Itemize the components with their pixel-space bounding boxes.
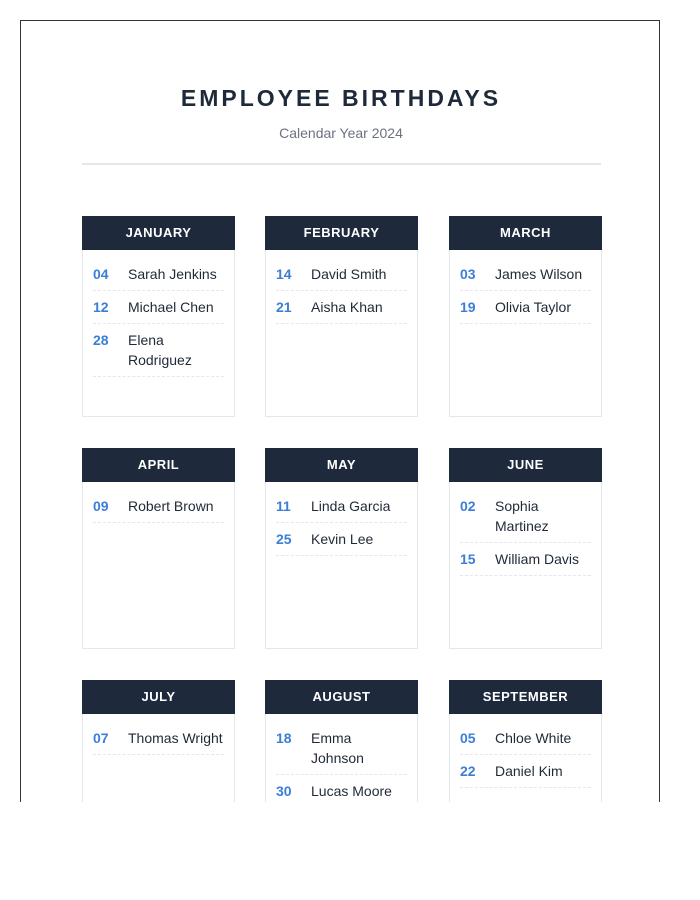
birthday-entry — [460, 258, 591, 291]
employee-name: Chloe White — [495, 730, 572, 746]
employee-name: Linda Garcia — [311, 498, 391, 514]
employee-name: Sophia Martinez — [495, 498, 549, 534]
month-card-june — [449, 448, 602, 649]
birthday-list — [450, 714, 601, 788]
month-header: MAY — [265, 448, 418, 482]
month-header: JULY — [82, 680, 235, 714]
birthday-entry — [460, 722, 591, 755]
birthday-day: 21 — [276, 299, 292, 315]
birthday-day: 28 — [93, 332, 109, 348]
employee-name: Elena Rodriguez — [128, 332, 192, 368]
employee-name: William Davis — [495, 551, 579, 567]
birthday-day: 15 — [460, 551, 476, 567]
employee-name: Kevin Lee — [311, 531, 374, 547]
birthday-list — [450, 482, 601, 576]
month-header: JUNE — [449, 448, 602, 482]
birthday-calendar-page — [20, 20, 660, 802]
employee-name: Michael Chen — [128, 299, 214, 315]
birthday-entry — [276, 523, 407, 556]
birthday-day: 11 — [276, 498, 291, 514]
employee-name: Robert Brown — [128, 498, 214, 514]
birthday-list — [83, 250, 234, 377]
birthday-day: 19 — [460, 299, 476, 315]
employee-name: James Wilson — [495, 266, 583, 282]
birthday-day: 05 — [460, 730, 476, 746]
birthday-day: 30 — [276, 783, 292, 799]
month-card-march — [449, 216, 602, 417]
birthday-entry — [276, 490, 407, 523]
birthday-entry — [460, 543, 591, 576]
birthday-day: 25 — [276, 531, 292, 547]
month-card-february — [265, 216, 418, 417]
birthday-day: 18 — [276, 730, 292, 746]
birthday-day: 12 — [93, 299, 109, 315]
birthday-day: 14 — [276, 266, 292, 282]
birthday-entry — [93, 324, 224, 377]
month-header: MARCH — [449, 216, 602, 250]
birthday-day: 02 — [460, 498, 476, 514]
birthday-entry — [93, 490, 224, 523]
employee-name: Emma Johnson — [311, 730, 364, 766]
employee-name: Sarah Jenkins — [128, 266, 217, 282]
month-card-april — [82, 448, 235, 649]
birthday-list — [266, 250, 417, 324]
birthday-entry — [93, 258, 224, 291]
birthday-entry — [276, 722, 407, 775]
birthday-entry — [276, 291, 407, 324]
month-card-september — [449, 680, 602, 802]
month-header: APRIL — [82, 448, 235, 482]
employee-name: David Smith — [311, 266, 387, 282]
birthday-list — [83, 714, 234, 755]
birthday-day: 07 — [93, 730, 109, 746]
employee-name: Thomas Wright — [128, 730, 223, 746]
employee-name: Lucas Moore — [311, 783, 392, 799]
birthday-list — [266, 482, 417, 556]
birthday-entry — [93, 291, 224, 324]
employee-name: Olivia Taylor — [495, 299, 571, 315]
birthday-entry — [276, 258, 407, 291]
month-card-august — [265, 680, 418, 802]
birthday-entry — [276, 775, 407, 802]
birthday-list — [83, 482, 234, 523]
birthday-entry — [460, 291, 591, 324]
birthday-day: 04 — [93, 266, 109, 282]
birthday-day: 22 — [460, 763, 476, 779]
header-divider — [82, 163, 601, 165]
month-header: AUGUST — [265, 680, 418, 714]
birthday-day: 03 — [460, 266, 476, 282]
month-card-may — [265, 448, 418, 649]
month-header: SEPTEMBER — [449, 680, 602, 714]
birthday-entry — [460, 490, 591, 543]
birthday-list — [450, 250, 601, 324]
birthday-list — [266, 714, 417, 802]
month-header: FEBRUARY — [265, 216, 418, 250]
month-card-january — [82, 216, 235, 417]
birthday-entry — [460, 755, 591, 788]
employee-name: Daniel Kim — [495, 763, 563, 779]
employee-name: Aisha Khan — [311, 299, 383, 315]
birthday-entry — [93, 722, 224, 755]
page-title: EMPLOYEE BIRTHDAYS — [180, 85, 502, 111]
page-subtitle: Calendar Year 2024 — [279, 125, 403, 141]
birthday-day: 09 — [93, 498, 109, 514]
month-header: JANUARY — [82, 216, 235, 250]
month-card-july — [82, 680, 235, 802]
